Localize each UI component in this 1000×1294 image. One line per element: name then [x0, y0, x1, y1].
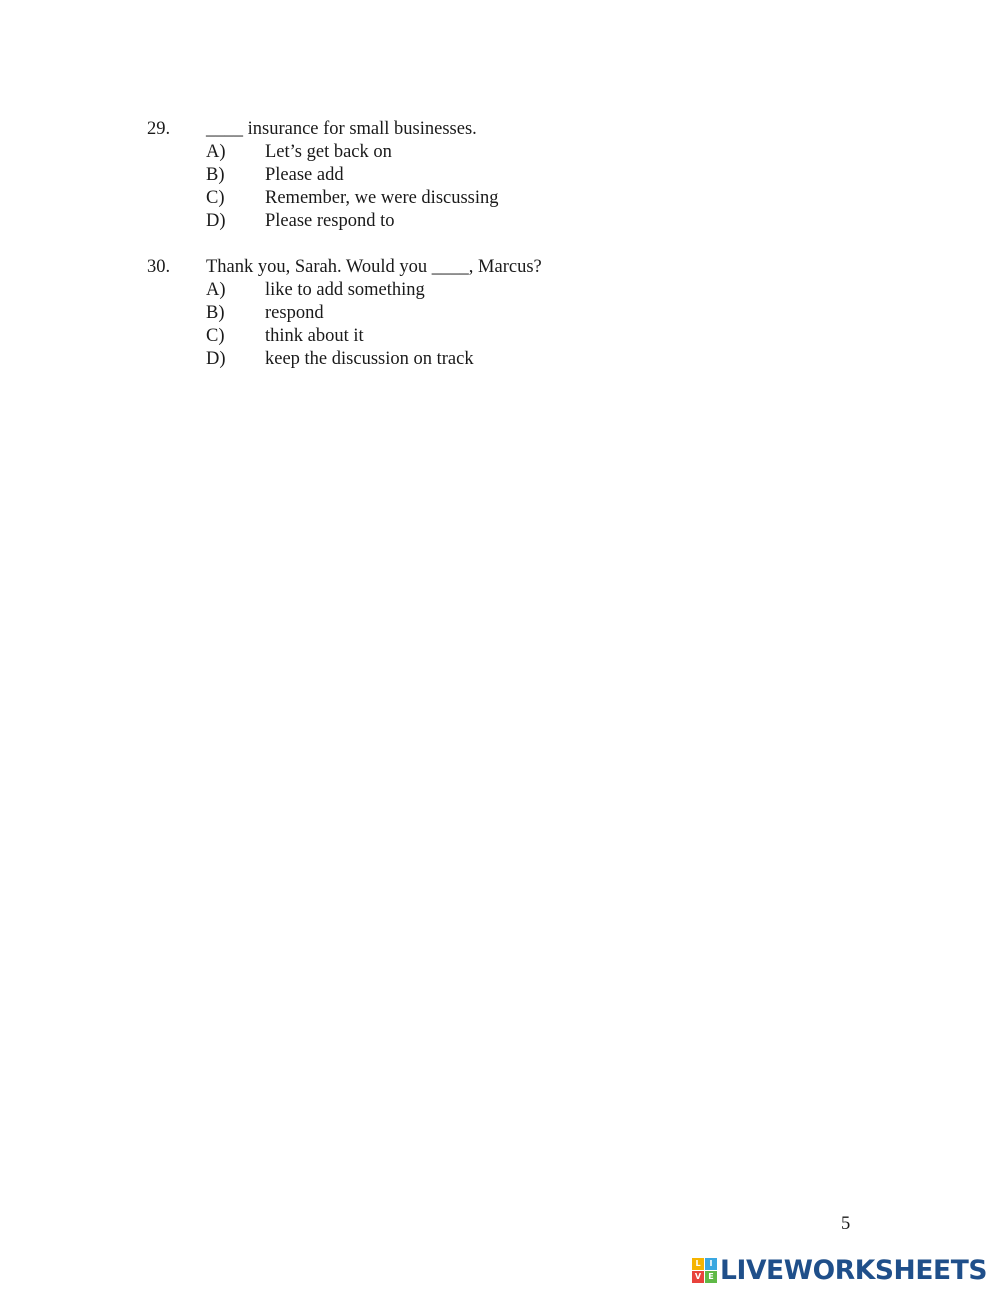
- answer-option[interactable]: [147, 187, 499, 210]
- option-letter: B): [206, 303, 225, 323]
- answer-option[interactable]: [147, 325, 542, 348]
- answer-option[interactable]: [147, 279, 542, 302]
- logo-tile: I: [705, 1258, 717, 1270]
- liveworksheets-logo-icon: [692, 1258, 717, 1283]
- question-29: [147, 118, 499, 233]
- question-stem: ____ insurance for small businesses.: [206, 119, 477, 139]
- option-text: respond: [265, 303, 324, 323]
- option-text: Let’s get back on: [265, 142, 392, 162]
- option-letter: B): [206, 165, 225, 185]
- question-number: 30.: [147, 257, 171, 277]
- logo-tile: E: [705, 1271, 717, 1283]
- brand-wordmark: LIVEWORKSHEETS: [720, 1254, 988, 1286]
- logo-tile: L: [692, 1258, 704, 1270]
- question-stem-row: [147, 256, 542, 279]
- option-text: think about it: [265, 326, 364, 346]
- option-text: Remember, we were discussing: [265, 188, 499, 208]
- question-stem-row: [147, 118, 499, 141]
- liveworksheets-brand[interactable]: [692, 1254, 987, 1286]
- option-letter: D): [206, 349, 226, 369]
- answer-option[interactable]: [147, 302, 542, 325]
- option-text: Please add: [265, 165, 344, 185]
- option-text: like to add something: [265, 280, 425, 300]
- option-letter: C): [206, 326, 225, 346]
- question-number: 29.: [147, 119, 171, 139]
- logo-tile: V: [692, 1271, 704, 1283]
- question-stem: Thank you, Sarah. Would you ____, Marcus?: [206, 257, 542, 277]
- option-letter: C): [206, 188, 225, 208]
- option-letter: A): [206, 142, 226, 162]
- page-number: 5: [841, 1214, 851, 1234]
- answer-option[interactable]: [147, 210, 499, 233]
- question-30: [147, 256, 542, 371]
- answer-option[interactable]: [147, 141, 499, 164]
- option-letter: D): [206, 211, 226, 231]
- answer-option[interactable]: [147, 348, 542, 371]
- option-text: Please respond to: [265, 211, 395, 231]
- option-letter: A): [206, 280, 226, 300]
- option-text: keep the discussion on track: [265, 349, 474, 369]
- answer-option[interactable]: [147, 164, 499, 187]
